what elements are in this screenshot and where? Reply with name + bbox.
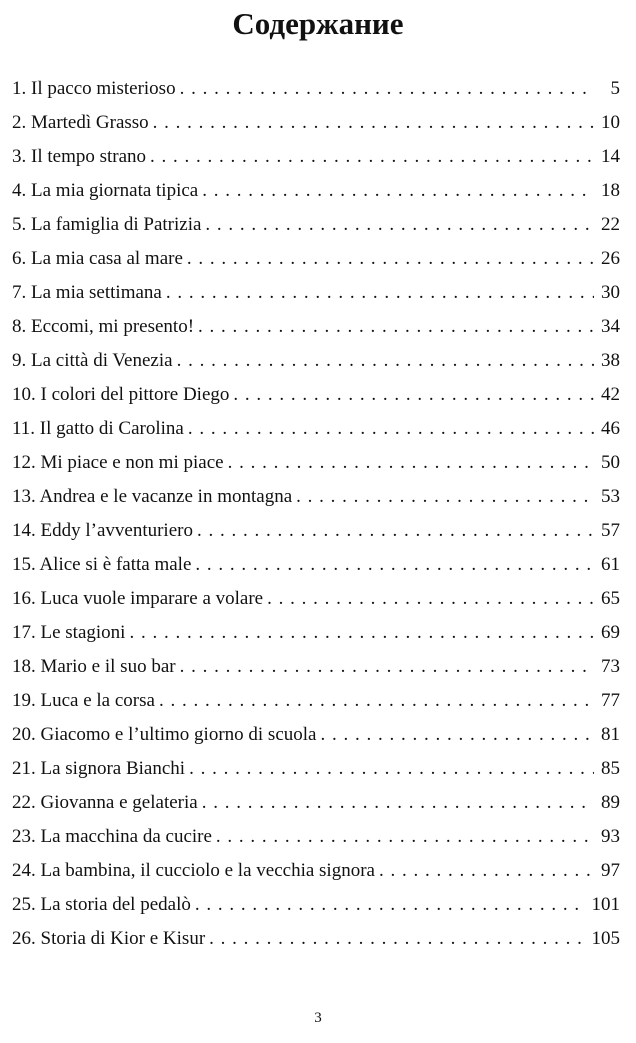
dot-leader — [228, 446, 594, 480]
toc-entry — [12, 140, 620, 174]
toc-entry-page: 61 — [601, 554, 620, 575]
toc-entry — [12, 344, 620, 378]
toc-entry-page: 89 — [601, 792, 620, 813]
toc-entry — [12, 310, 620, 344]
toc-entry — [12, 412, 620, 446]
dot-leader — [267, 582, 594, 616]
toc-entry-page: 22 — [601, 214, 620, 235]
toc-entry — [12, 548, 620, 582]
toc-entry-title: 21. La signora Bianchi — [12, 758, 186, 779]
dot-leader — [180, 72, 594, 106]
toc-entry-page: 42 — [601, 384, 620, 405]
toc-entry — [12, 922, 620, 956]
toc-entry-page: 81 — [601, 724, 620, 745]
toc-entry — [12, 106, 620, 140]
dot-leader — [296, 480, 594, 514]
toc-entry — [12, 72, 620, 106]
toc-entry-title: 7. La mia settimana — [12, 282, 162, 303]
toc-entry-title: 16. Luca vuole imparare a volare — [12, 588, 264, 609]
dot-leader — [195, 888, 586, 922]
toc-entry-title: 18. Mario e il suo bar — [12, 656, 176, 677]
dot-leader — [166, 276, 594, 310]
toc-entry — [12, 684, 620, 718]
toc-entry — [12, 582, 620, 616]
toc-entry-page: 38 — [601, 350, 620, 371]
toc-entry-title: 15. Alice si è fatta male — [12, 554, 192, 575]
toc-entry — [12, 480, 620, 514]
toc-entry-title: 3. Il tempo strano — [12, 146, 147, 167]
toc-entry-title: 26. Storia di Kior e Kisur — [12, 928, 206, 949]
toc-entry — [12, 242, 620, 276]
toc-entry — [12, 446, 620, 480]
table-of-contents — [12, 72, 620, 956]
toc-entry-title: 25. La storia del pedalò — [12, 894, 191, 915]
toc-entry — [12, 650, 620, 684]
dot-leader — [205, 208, 594, 242]
toc-entry — [12, 752, 620, 786]
toc-entry — [12, 718, 620, 752]
toc-entry-title: 9. La città di Venezia — [12, 350, 173, 371]
toc-entry-title: 4. La mia giornata tipica — [12, 180, 199, 201]
toc-entry-title: 2. Martedì Grasso — [12, 112, 149, 133]
toc-entry-page: 65 — [601, 588, 620, 609]
dot-leader — [187, 242, 594, 276]
toc-entry-page: 34 — [601, 316, 620, 337]
toc-entry-title: 19. Luca e la corsa — [12, 690, 155, 711]
toc-entry-page: 93 — [601, 826, 620, 847]
toc-entry-page: 5 — [610, 78, 620, 99]
toc-entry — [12, 208, 620, 242]
dot-leader — [150, 140, 594, 174]
toc-entry-page: 105 — [591, 928, 620, 949]
dot-leader — [159, 684, 594, 718]
dot-leader — [216, 820, 594, 854]
toc-entry-title: 23. La macchina da cucire — [12, 826, 212, 847]
dot-leader — [195, 548, 594, 582]
toc-entry-page: 85 — [601, 758, 620, 779]
dot-leader — [180, 650, 594, 684]
toc-entry-page: 26 — [601, 248, 620, 269]
toc-entry-title: 5. La famiglia di Patrizia — [12, 214, 202, 235]
toc-entry-title: 24. La bambina, il cucciolo e la vecchia signora — [12, 860, 375, 881]
toc-entry-title: 1. Il pacco misterioso — [12, 78, 176, 99]
toc-entry-page: 50 — [601, 452, 620, 473]
toc-entry-page: 57 — [601, 520, 620, 541]
toc-entry-title: 14. Eddy l’avventuriero — [12, 520, 193, 541]
toc-entry-page: 14 — [601, 146, 620, 167]
toc-entry-page: 97 — [601, 860, 620, 881]
toc-entry-title: 11. Il gatto di Carolina — [12, 418, 184, 439]
toc-entry — [12, 276, 620, 310]
dot-leader — [189, 752, 594, 786]
toc-entry-page: 10 — [601, 112, 620, 133]
toc-entry — [12, 854, 620, 888]
toc-entry-page: 69 — [601, 622, 620, 643]
toc-entry — [12, 888, 620, 922]
dot-leader — [202, 786, 594, 820]
toc-entry-title: 12. Mi piace e non mi piace — [12, 452, 224, 473]
toc-entry-page: 46 — [601, 418, 620, 439]
toc-entry-page: 73 — [601, 656, 620, 677]
toc-entry-title: 22. Giovanna e gelateria — [12, 792, 198, 813]
page-title: Содержание — [232, 6, 404, 41]
toc-entry — [12, 616, 620, 650]
dot-leader — [188, 412, 594, 446]
toc-entry-page: 53 — [601, 486, 620, 507]
toc-entry-title: 8. Eccomi, mi presento! — [12, 316, 195, 337]
dot-leader — [153, 106, 594, 140]
toc-entry — [12, 820, 620, 854]
toc-entry-title: 17. Le stagioni — [12, 622, 126, 643]
dot-leader — [129, 616, 594, 650]
toc-entry-title: 6. La mia casa al mare — [12, 248, 183, 269]
dot-leader — [197, 514, 594, 548]
toc-entry-page: 77 — [601, 690, 620, 711]
toc-entry-page: 30 — [601, 282, 620, 303]
toc-entry — [12, 174, 620, 208]
dot-leader — [209, 922, 585, 956]
page-number: 3 — [314, 1010, 322, 1026]
toc-entry — [12, 378, 620, 412]
toc-entry-title: 20. Giacomo e l’ultimo giorno di scuola — [12, 724, 317, 745]
toc-entry-title: 13. Andrea e le vacanze in montagna — [12, 486, 293, 507]
dot-leader — [320, 718, 594, 752]
toc-entry-page: 101 — [591, 894, 620, 915]
dot-leader — [198, 310, 594, 344]
toc-entry-title: 10. I colori del pittore Diego — [12, 384, 230, 405]
toc-entry — [12, 786, 620, 820]
dot-leader — [177, 344, 594, 378]
dot-leader — [379, 854, 594, 888]
toc-entry — [12, 514, 620, 548]
dot-leader — [202, 174, 594, 208]
toc-entry-page: 18 — [601, 180, 620, 201]
dot-leader — [233, 378, 594, 412]
